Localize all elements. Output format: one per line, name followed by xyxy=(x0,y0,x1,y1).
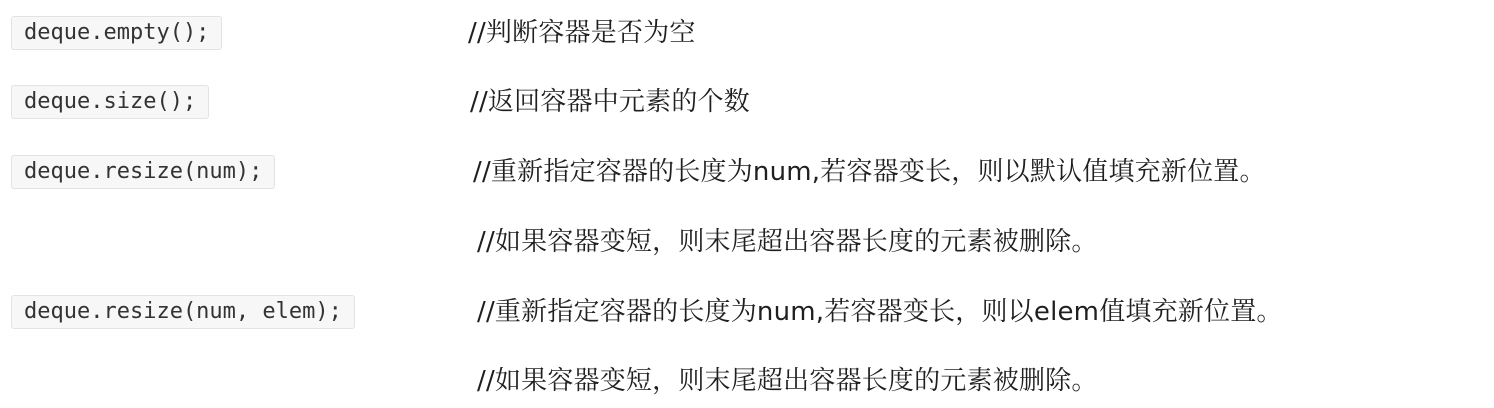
code-deque-resize-num: deque.resize(num); xyxy=(11,155,275,189)
comment-deque-resize-num-shrink: //如果容器变短，则末尾超出容器长度的元素被删除。 xyxy=(477,227,1098,257)
code-deque-size: deque.size(); xyxy=(11,85,209,119)
comment-deque-resize-num-elem-shrink: //如果容器变短，则末尾超出容器长度的元素被删除。 xyxy=(477,366,1098,396)
comment-deque-resize-num-elem: //重新指定容器的长度为num,若容器变长，则以elem值填充新位置。 xyxy=(477,297,1283,327)
code-deque-empty: deque.empty(); xyxy=(11,16,222,50)
comment-deque-size: //返回容器中元素的个数 xyxy=(470,87,750,117)
code-deque-resize-num-elem: deque.resize(num, elem); xyxy=(11,295,355,329)
comment-deque-empty: //判断容器是否为空 xyxy=(468,18,696,48)
comment-deque-resize-num: //重新指定容器的长度为num,若容器变长，则以默认值填充新位置。 xyxy=(473,157,1266,187)
